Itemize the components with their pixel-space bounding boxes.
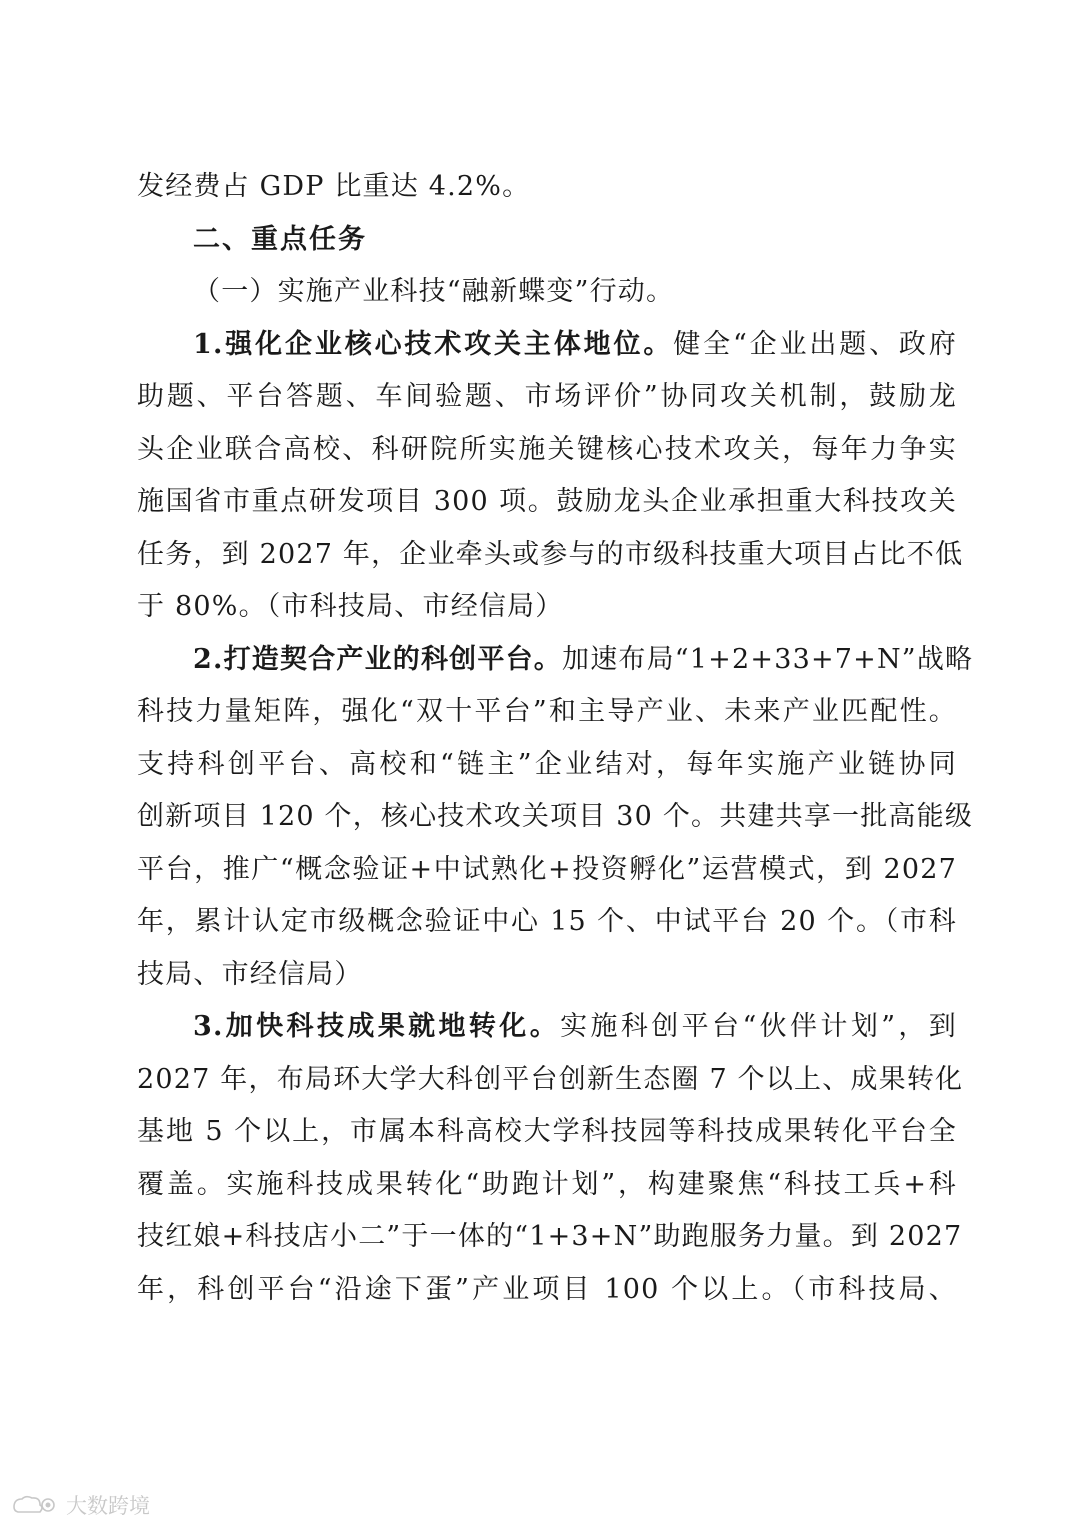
paragraph-line: 覆盖。实施科技成果转化“助跑计划”，构建聚焦“科技工兵+科 — [137, 1168, 957, 1200]
paragraph-line: 平台，推广“概念验证+中试熟化+投资孵化”运营模式，到 2027 — [137, 853, 957, 885]
watermark-text: 大数跨境 — [66, 1494, 150, 1518]
section-heading: 二、重点任务 — [193, 223, 367, 255]
paragraph-line: 年，累计认定市级概念验证中心 15 个、中试平台 20 个。（市科 — [137, 906, 957, 937]
paragraph-line: 技局、市经信局） — [137, 958, 363, 990]
watermark — [10, 1490, 150, 1520]
paragraph-line: 科技力量矩阵，强化“双十平台”和主导产业、未来产业匹配性。 — [137, 696, 957, 727]
paragraph-line: 发经费占 GDP 比重达 4.2%。 — [137, 171, 531, 202]
paragraph-line: 2027 年，布局环大学大科创平台创新生态圈 7 个以上、成果转化 — [137, 1063, 964, 1095]
paragraph-line: 创新项目 120 个，核心技术攻关项目 30 个。共建共享一批高能级 — [137, 801, 974, 832]
paragraph-line: 助题、平台答题、车间验题、市场评价”协同攻关机制，鼓励龙 — [137, 381, 957, 412]
item-title: 1.强化企业核心技术攻关主体地位。 — [193, 328, 674, 360]
document-body — [137, 161, 974, 1316]
paragraph-line: 于 80%。（市科技局、市经信局） — [137, 591, 564, 622]
paragraph-line: 基地 5 个以上，市属本科高校大学科技园等科技成果转化平台全 — [137, 1116, 957, 1147]
item-text: 加速布局“1+2+33+7+N”战略 — [562, 643, 974, 675]
paragraph-line: 头企业联合高校、科研院所实施关键核心技术攻关，每年力争实 — [137, 433, 957, 465]
item-text: 健全“企业出题、政府 — [673, 328, 957, 360]
paragraph-line — [137, 319, 957, 372]
watermark-logo-icon — [10, 1493, 60, 1517]
paragraph-line: 支持科创平台、高校和“链主”企业结对，每年实施产业链协同 — [137, 748, 957, 780]
paragraph-line — [137, 634, 974, 687]
item-text: 实施科创平台“伙伴计划”，到 — [560, 1011, 957, 1042]
paragraph-line: 技红娘+科技店小二”于一体的“1+3+N”助跑服务力量。到 2027 — [137, 1221, 963, 1252]
subsection-heading: （一）实施产业科技“融新蝶变”行动。 — [193, 276, 675, 307]
item-title: 2.打造契合产业的科创平台。 — [193, 643, 562, 675]
paragraph-line: 年，科创平台“沿途下蛋”产业项目 100 个以上。（市科技局、 — [137, 1273, 957, 1305]
paragraph-line: 任务，到 2027 年，企业牵头或参与的市级科技重大项目占比不低 — [137, 538, 964, 570]
paragraph-line — [137, 1001, 957, 1054]
paragraph-line: 施国省市重点研发项目 300 项。鼓励龙头企业承担重大科技攻关 — [137, 486, 957, 517]
item-title: 3.加快科技成果就地转化。 — [193, 1011, 561, 1042]
